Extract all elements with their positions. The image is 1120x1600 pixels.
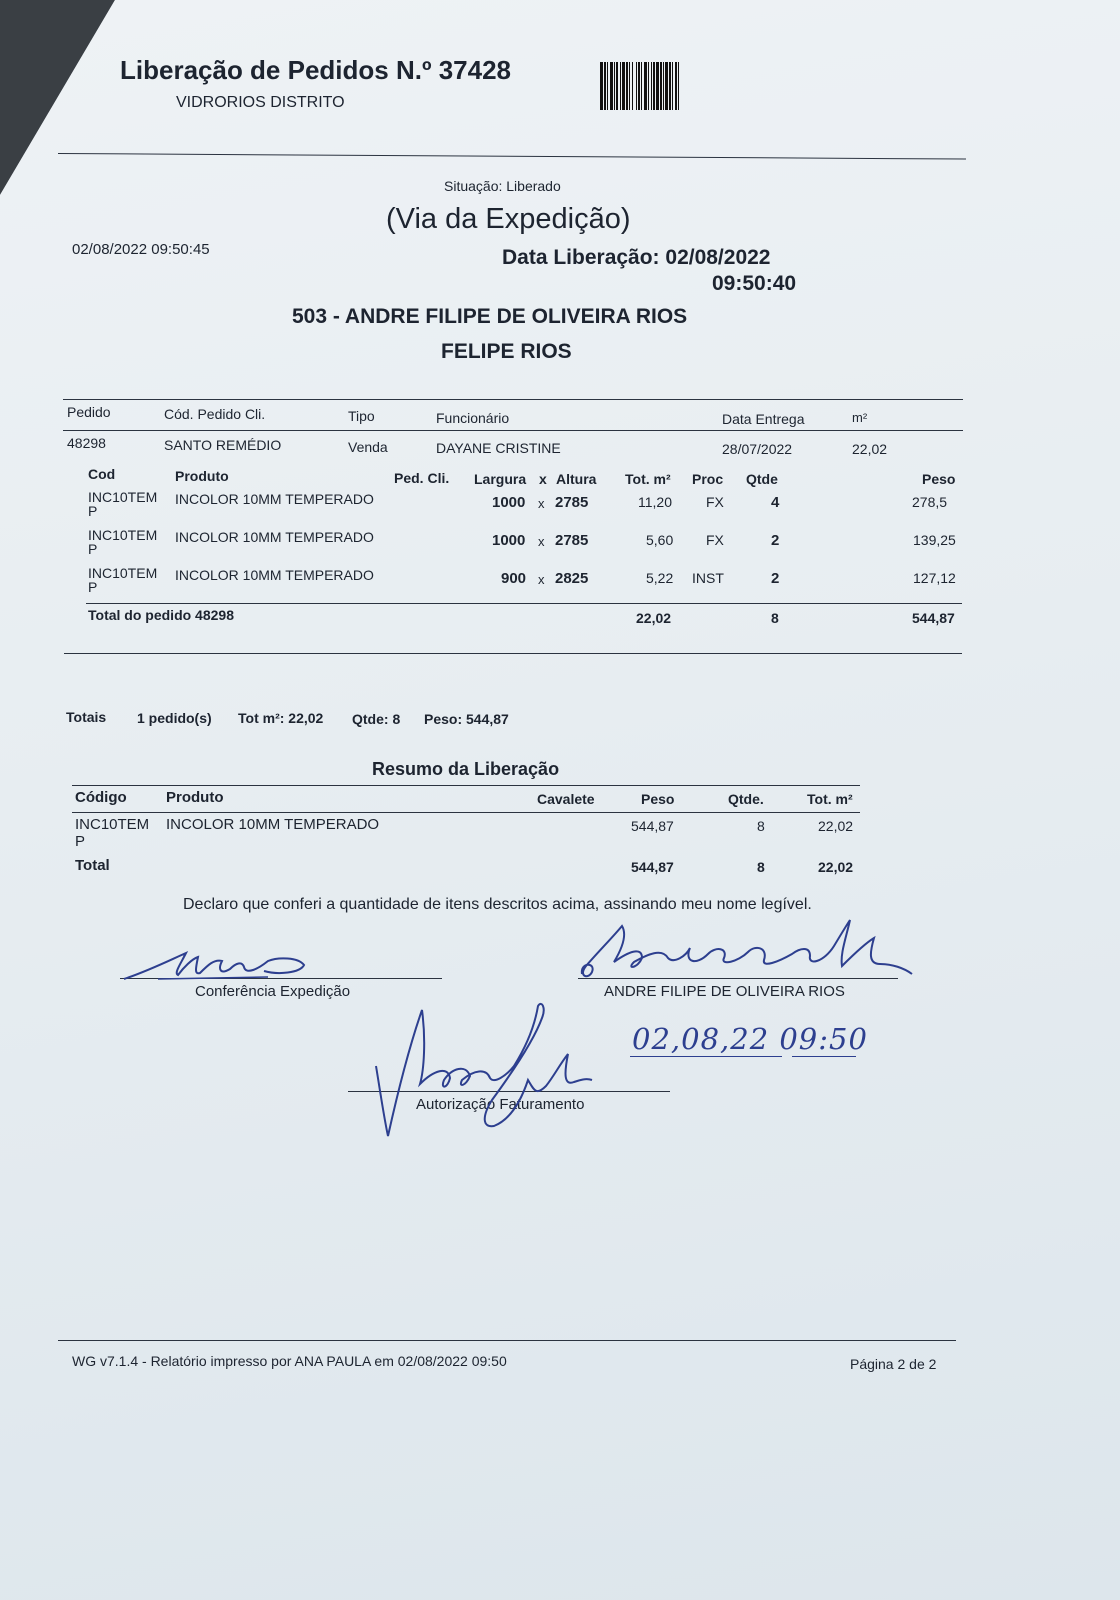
resumo-top-rule (72, 785, 860, 786)
item-x: x (538, 534, 545, 549)
client-signature-name: ANDRE FILIPE DE OLIVEIRA RIOS (604, 983, 845, 1000)
totals-m2: Tot m²: 22,02 (238, 710, 324, 726)
totals-pedidos: 1 pedido(s) (137, 710, 212, 726)
order-top-rule (63, 399, 963, 400)
item-tot-m2: 5,22 (646, 570, 674, 586)
item-x: x (538, 496, 545, 511)
handwritten-time-underline (792, 1056, 856, 1057)
totals-peso: Peso: 544,87 (424, 711, 509, 727)
order-total-label: Total do pedido 48298 (88, 607, 234, 623)
resumo-total-label: Total (75, 857, 110, 874)
resumo-total-m2: 22,02 (818, 859, 854, 875)
declaration-text: Declaro que conferi a quantidade de itens descritos acima, assinando meu nome legível. (183, 896, 812, 913)
col-data-entrega: Data Entrega (722, 411, 805, 427)
resumo-col-codigo: Código (75, 789, 127, 806)
col-funcionario: Funcionário (436, 410, 510, 426)
autorizacao-label: Autorização Faturamento (416, 1096, 585, 1113)
col-m2: m² (852, 410, 868, 425)
item-altura: 2785 (555, 494, 589, 511)
handwritten-date-underline (630, 1056, 782, 1057)
item-col-ped-cli: Ped. Cli. (394, 470, 450, 486)
col-tipo: Tipo (348, 408, 375, 424)
client-name: 503 - ANDRE FILIPE DE OLIVEIRA RIOS (292, 305, 688, 328)
order-total-m2: 22,02 (636, 610, 672, 626)
item-cod-cont: P (88, 541, 98, 557)
release-date: Data Liberação: 02/08/2022 (502, 246, 771, 269)
item-altura: 2825 (555, 570, 589, 587)
item-proc: INST (692, 570, 724, 586)
item-x: x (538, 572, 545, 587)
item-col-altura: Altura (556, 471, 597, 487)
resumo-col-produto: Produto (166, 789, 224, 806)
resumo-peso: 544,87 (631, 818, 674, 834)
col-pedido: Pedido (67, 404, 111, 420)
item-cod: INC10TEM (88, 527, 158, 543)
order-cod-pedido-cli: SANTO REMÉDIO (164, 437, 282, 453)
item-col-cod: Cod (88, 466, 116, 482)
item-peso: 139,25 (913, 532, 956, 548)
footer-page-number: Página 2 de 2 (850, 1356, 937, 1372)
resumo-col-qtde: Qtde. (728, 791, 764, 807)
totals-label: Totais (66, 709, 107, 725)
item-cod-cont: P (88, 503, 98, 519)
conferencia-label: Conferência Expedição (195, 983, 351, 1000)
barcode (600, 62, 758, 110)
client-short-name: FELIPE RIOS (441, 340, 572, 363)
col-cod-pedido-cli: Cód. Pedido Cli. (164, 406, 266, 422)
via-label: (Via da Expedição) (386, 203, 631, 235)
resumo-codigo-cont: P (75, 833, 86, 850)
item-produto: INCOLOR 10MM TEMPERADO (175, 491, 374, 507)
footer-print-info: WG v7.1.4 - Relatório impresso por ANA PAULA em 02/08/2022 09:50 (72, 1353, 507, 1369)
order-total-rule (86, 603, 962, 604)
resumo-tot-m2: 22,02 (818, 818, 854, 834)
autorizacao-signature (374, 1000, 604, 1140)
item-qtde: 2 (771, 532, 780, 549)
item-tot-m2: 11,20 (638, 494, 672, 510)
item-qtde: 4 (771, 494, 780, 511)
item-col-qtde: Qtde (746, 471, 778, 487)
item-cod: INC10TEM (88, 565, 158, 581)
item-col-produto: Produto (175, 468, 229, 484)
resumo-codigo: INC10TEM (75, 816, 150, 833)
resumo-header-rule (72, 812, 860, 813)
footer-rule (58, 1340, 956, 1341)
item-proc: FX (706, 532, 724, 548)
item-peso: 127,12 (913, 570, 956, 586)
resumo-col-tot-m2: Tot. m² (807, 791, 853, 807)
order-funcionario: DAYANE CRISTINE (436, 440, 561, 456)
resumo-col-cavalete: Cavalete (537, 791, 595, 807)
item-largura: 1000 (492, 494, 526, 511)
item-cod-cont: P (88, 579, 98, 595)
item-col-peso: Peso (922, 471, 956, 487)
barcode-bar (679, 62, 682, 110)
document-title: Liberação de Pedidos N.º 37428 (120, 55, 511, 85)
resumo-col-peso: Peso (641, 791, 675, 807)
item-largura: 900 (501, 570, 527, 587)
status-text: Situação: Liberado (444, 178, 561, 194)
resumo-produto: INCOLOR 10MM TEMPERADO (166, 816, 380, 833)
item-tot-m2: 5,60 (646, 532, 674, 548)
handwritten-date: 02,08,22 09:50 (632, 1022, 868, 1056)
order-data-entrega: 28/07/2022 (722, 441, 793, 457)
item-col-x: x (539, 471, 547, 487)
order-total-qtde: 8 (771, 610, 779, 626)
item-proc: FX (706, 494, 724, 510)
item-col-largura: Largura (474, 471, 527, 487)
order-header-rule (63, 430, 963, 431)
totals-qtde: Qtde: 8 (352, 711, 401, 727)
item-altura: 2785 (555, 532, 589, 549)
item-qtde: 2 (771, 570, 780, 587)
item-produto: INCOLOR 10MM TEMPERADO (175, 567, 374, 583)
resumo-title: Resumo da Liberação (372, 759, 560, 779)
order-tipo: Venda (348, 439, 388, 455)
item-largura: 1000 (492, 532, 526, 549)
resumo-total-qtde: 8 (757, 859, 765, 875)
item-col-tot-m2: Tot. m² (625, 471, 671, 487)
print-datetime: 02/08/2022 09:50:45 (72, 241, 210, 258)
resumo-total-peso: 544,87 (631, 859, 674, 875)
item-peso: 278,5 (912, 494, 948, 510)
item-cod: INC10TEM (88, 489, 158, 505)
resumo-qtde: 8 (757, 818, 765, 834)
release-time: 09:50:40 (712, 272, 797, 295)
order-m2: 22,02 (852, 441, 888, 457)
item-produto: INCOLOR 10MM TEMPERADO (175, 529, 374, 545)
order-pedido: 48298 (67, 435, 106, 451)
item-col-proc: Proc (692, 471, 724, 487)
client-signature (578, 918, 918, 988)
company-name: VIDRORIOS DISTRITO (176, 94, 345, 111)
order-total-peso: 544,87 (912, 610, 955, 626)
conferencia-signature (118, 945, 318, 985)
order-bottom-rule (64, 653, 962, 654)
